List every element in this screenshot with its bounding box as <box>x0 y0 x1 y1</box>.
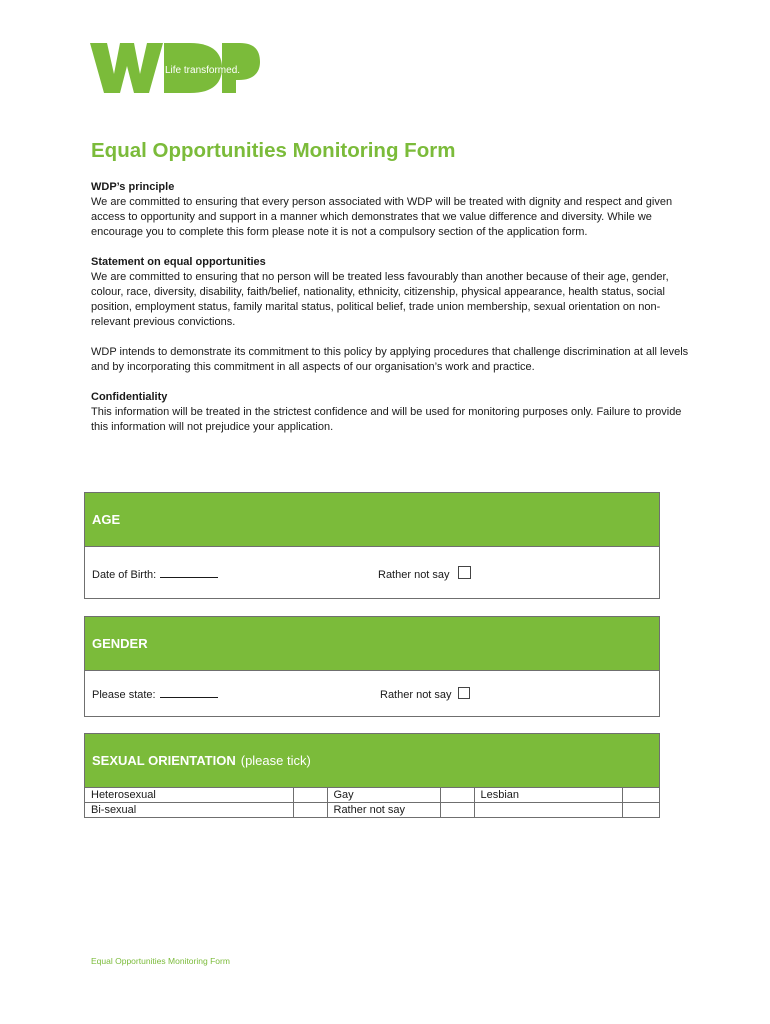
page-title: Equal Opportunities Monitoring Form <box>91 139 456 162</box>
gender-input[interactable] <box>160 687 218 698</box>
logo-tagline: Life transformed. <box>165 65 241 76</box>
option-lesbian: Lesbian <box>474 788 622 803</box>
tick-box-gay[interactable] <box>440 788 474 803</box>
gender-rather-not-say-checkbox[interactable] <box>458 687 470 699</box>
age-rather-not-say <box>378 566 471 581</box>
age-section <box>84 492 660 599</box>
orientation-section <box>84 733 660 818</box>
dob-label: Date of Birth: <box>92 569 157 581</box>
principle-heading: WDP’s principle <box>91 181 175 193</box>
dob-input[interactable] <box>160 567 218 578</box>
table-row <box>85 788 659 803</box>
tick-box-bi-sexual[interactable] <box>293 803 327 818</box>
wdp-logo <box>90 40 260 98</box>
orientation-table <box>85 788 659 817</box>
tick-box-heterosexual[interactable] <box>293 788 327 803</box>
table-row <box>85 803 659 818</box>
option-heterosexual: Heterosexual <box>85 788 293 803</box>
confidentiality-heading: Confidentiality <box>91 391 168 403</box>
age-rather-not-say-label: Rather not say <box>378 569 450 581</box>
statement-paragraph: We are committed to ensuring that no person will be treated less favourably than another because of their age, gender, colour, race, diversity, disability, faith/belief, nationality, ethnicity, citizenship, physical appearance, health status, social position, employment status, family marital status, political belief, trade union membership, sexual orientation on non-relevant previous convictions. <box>91 271 669 328</box>
empty-cell <box>622 803 659 818</box>
dob-field <box>92 567 218 581</box>
gender-label: Please state: <box>92 689 156 701</box>
page-footer: Equal Opportunities Monitoring Form <box>91 956 230 966</box>
gender-rather-not-say <box>380 687 470 701</box>
orientation-note: (please tick) <box>240 753 311 768</box>
gender-title: GENDER <box>92 636 148 651</box>
gender-field <box>92 687 218 701</box>
confidentiality-paragraph: This information will be treated in the strictest confidence and will be used for monitoring purposes only. Failure to provide this information will not prejudice your application. <box>91 406 682 433</box>
option-rather-not-say: Rather not say <box>327 803 440 818</box>
age-header <box>85 493 659 547</box>
principle-paragraph: We are committed to ensuring that every person associated with WDP will be treated with dignity and respect and given access to opportunity and support in a manner which demonstrates that we value difference and diversity. While we encourage you to complete this form please note it is not a compulsory section of the application form. <box>91 196 673 238</box>
commitment-paragraph: WDP intends to demonstrate its commitment to this policy by applying procedures that challenge discrimination at all levels and by incorporating this commitment in all aspects of our organisation’s work and practice. <box>91 346 689 373</box>
option-gay: Gay <box>327 788 440 803</box>
statement-heading: Statement on equal opportunities <box>91 256 266 268</box>
empty-cell <box>474 803 622 818</box>
age-rather-not-say-checkbox[interactable] <box>458 566 471 579</box>
age-title: AGE <box>92 512 121 527</box>
intro-text <box>91 180 691 450</box>
tick-box-lesbian[interactable] <box>622 788 659 803</box>
orientation-title: SEXUAL ORIENTATION <box>92 753 236 768</box>
tick-box-rather-not-say[interactable] <box>440 803 474 818</box>
orientation-header <box>85 734 659 788</box>
gender-rather-not-say-label: Rather not say <box>380 689 452 701</box>
gender-header <box>85 617 659 671</box>
option-bi-sexual: Bi-sexual <box>85 803 293 818</box>
gender-section <box>84 616 660 717</box>
